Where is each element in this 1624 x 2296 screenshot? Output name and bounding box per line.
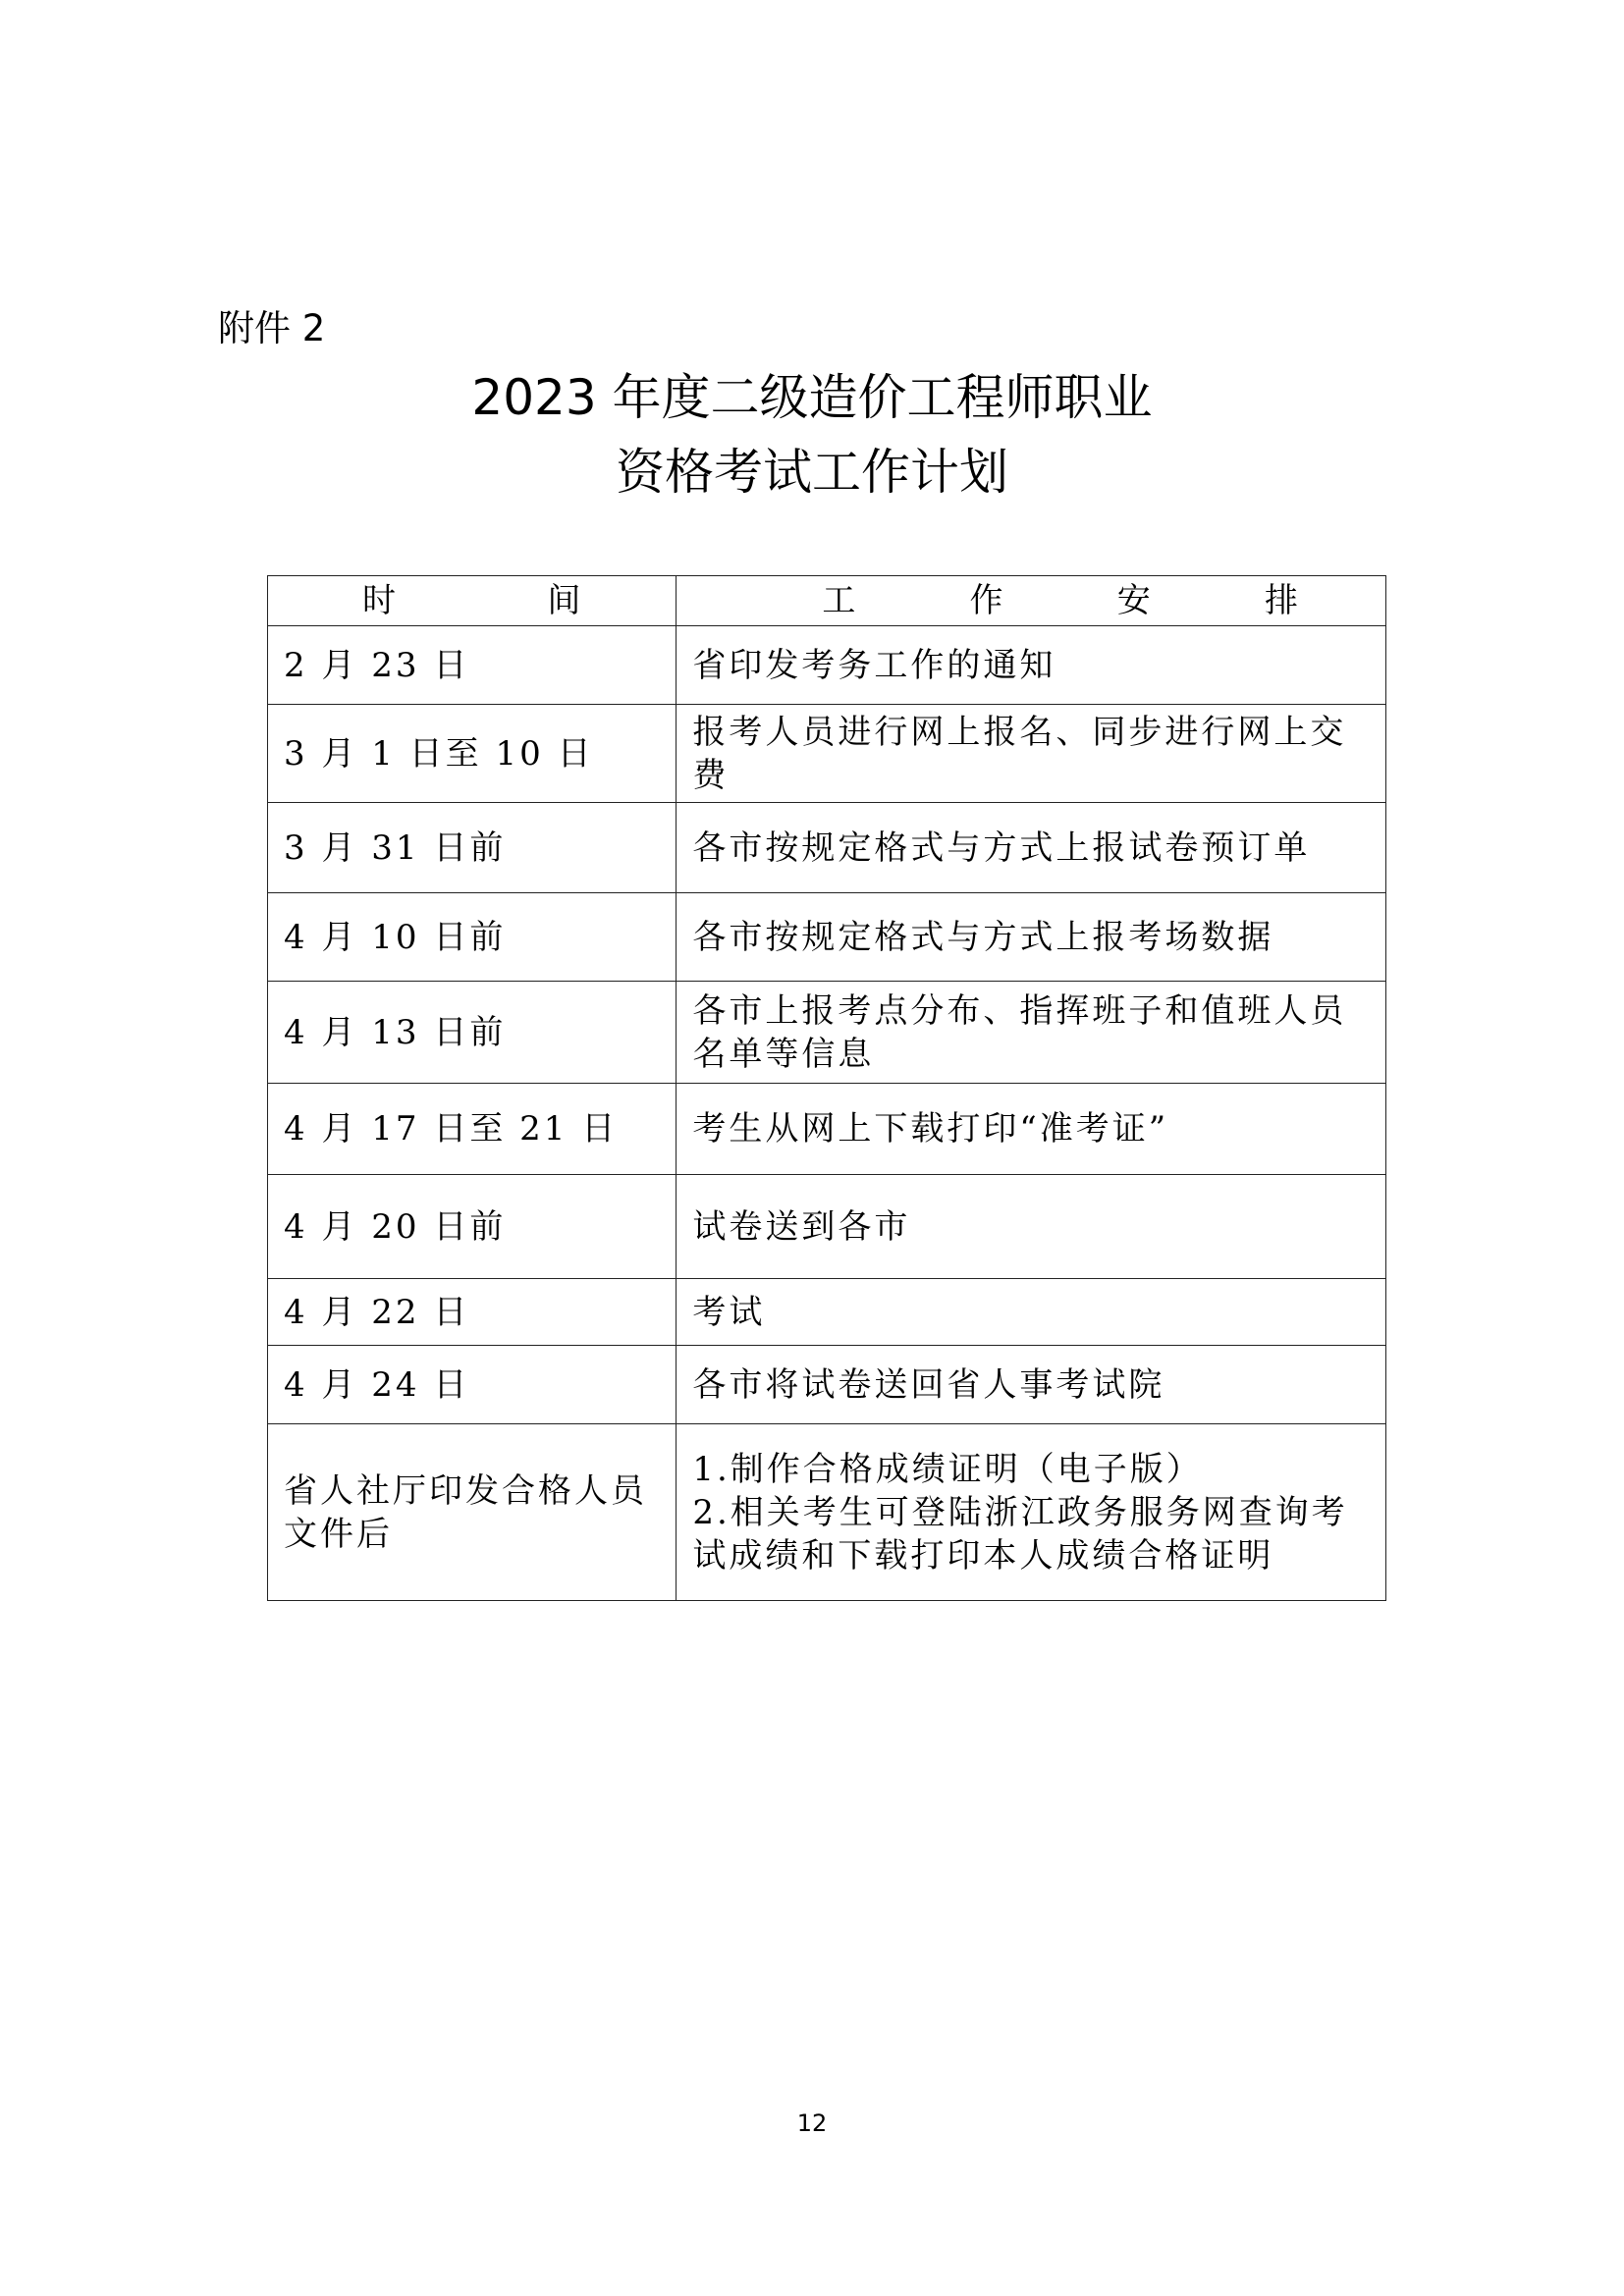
table-row bbox=[268, 803, 1386, 893]
time-cell: 3 月 31 日前 bbox=[268, 803, 677, 893]
table-row bbox=[268, 705, 1386, 803]
header-time-char: 间 bbox=[547, 581, 584, 620]
table-row bbox=[268, 1175, 1386, 1279]
work-cell: 试卷送到各市 bbox=[677, 1175, 1386, 1279]
header-work-char: 排 bbox=[1264, 581, 1301, 620]
page-number: 12 bbox=[796, 2109, 828, 2137]
table-header-row bbox=[268, 576, 1386, 626]
header-work-char: 作 bbox=[969, 581, 1006, 620]
attachment-label: 附件 2 bbox=[218, 307, 326, 349]
work-cell: 各市将试卷送回省人事考试院 bbox=[677, 1346, 1386, 1424]
work-cell bbox=[677, 1424, 1386, 1601]
schedule-table bbox=[267, 575, 1386, 1601]
time-cell: 3 月 1 日至 10 日 bbox=[268, 705, 677, 803]
header-time bbox=[268, 576, 677, 626]
table-row bbox=[268, 1084, 1386, 1175]
time-cell: 4 月 17 日至 21 日 bbox=[268, 1084, 677, 1175]
document-title-line-2: 资格考试工作计划 bbox=[616, 444, 1008, 501]
time-cell: 4 月 22 日 bbox=[268, 1279, 677, 1346]
header-time-char: 时 bbox=[362, 581, 399, 620]
work-cell: 考试 bbox=[677, 1279, 1386, 1346]
work-cell: 各市按规定格式与方式上报考场数据 bbox=[677, 893, 1386, 982]
table-row bbox=[268, 1279, 1386, 1346]
work-cell: 各市按规定格式与方式上报试卷预订单 bbox=[677, 803, 1386, 893]
time-cell: 省人社厅印发合格人员文件后 bbox=[268, 1424, 677, 1601]
time-cell: 4 月 10 日前 bbox=[268, 893, 677, 982]
header-work bbox=[677, 576, 1386, 626]
time-cell: 4 月 24 日 bbox=[268, 1346, 677, 1424]
table-row bbox=[268, 1424, 1386, 1601]
header-work-char: 安 bbox=[1116, 581, 1154, 620]
document-title-line-1: 2023 年度二级造价工程师职业 bbox=[471, 369, 1153, 426]
work-line: 1.制作合格成绩证明（电子版） bbox=[692, 1449, 1203, 1489]
time-cell: 4 月 13 日前 bbox=[268, 982, 677, 1084]
work-cell: 各市上报考点分布、指挥班子和值班人员名单等信息 bbox=[677, 982, 1386, 1084]
header-work-char: 工 bbox=[822, 581, 859, 620]
time-cell: 2 月 23 日 bbox=[268, 626, 677, 705]
table-row bbox=[268, 982, 1386, 1084]
work-line: 2.相关考生可登陆浙江政务服务网查询考试成绩和下载打印本人成绩合格证明 bbox=[692, 1492, 1348, 1575]
table-row bbox=[268, 626, 1386, 705]
work-cell: 考生从网上下载打印“准考证” bbox=[677, 1084, 1386, 1175]
time-cell: 4 月 20 日前 bbox=[268, 1175, 677, 1279]
work-cell: 省印发考务工作的通知 bbox=[677, 626, 1386, 705]
table-row bbox=[268, 893, 1386, 982]
table-row bbox=[268, 1346, 1386, 1424]
work-cell: 报考人员进行网上报名、同步进行网上交费 bbox=[677, 705, 1386, 803]
